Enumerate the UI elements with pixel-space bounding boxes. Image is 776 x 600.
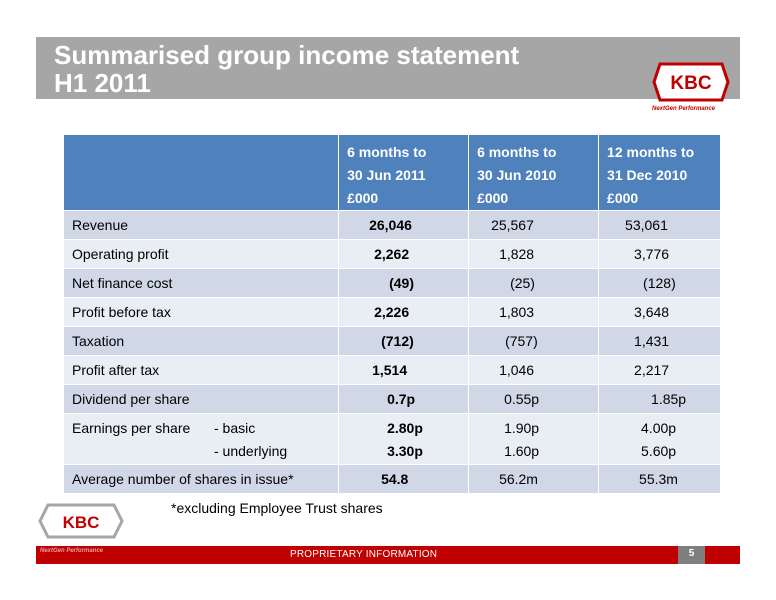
value-h1-2010 bbox=[469, 465, 599, 494]
header-line: 6 months to bbox=[347, 144, 427, 160]
value-text: (757) bbox=[505, 333, 538, 349]
value-h1-2011 bbox=[339, 211, 469, 240]
value-text: 1,828 bbox=[499, 246, 535, 262]
header-line: £000 bbox=[607, 190, 639, 206]
value-h1-2010 bbox=[469, 298, 599, 327]
slide-title-line2: H1 2011 bbox=[54, 68, 151, 98]
row-label: Operating profit bbox=[64, 240, 339, 269]
value-fy-2010 bbox=[599, 327, 721, 356]
eps-basic-label: - basic bbox=[214, 420, 256, 436]
table-row bbox=[64, 327, 721, 356]
table-header-row bbox=[64, 135, 721, 211]
row-label: Dividend per share bbox=[64, 385, 339, 414]
eps-label: Earnings per share bbox=[72, 420, 191, 436]
header-line: 6 months to bbox=[477, 144, 557, 160]
value-text: (128) bbox=[643, 275, 676, 291]
table-row bbox=[64, 211, 721, 240]
value-h1-2011 bbox=[339, 414, 469, 465]
table-row bbox=[64, 240, 721, 269]
header-line: £000 bbox=[477, 190, 509, 206]
header-fy-2010 bbox=[599, 135, 721, 211]
value-text: 25,567 bbox=[491, 217, 534, 233]
header-line: £000 bbox=[347, 190, 379, 206]
value-h1-2010 bbox=[469, 327, 599, 356]
footnote: *excluding Employee Trust shares bbox=[171, 500, 383, 516]
value-fy-2010 bbox=[599, 240, 721, 269]
value-text: 53,061 bbox=[625, 217, 668, 233]
value-text: 26,046 bbox=[369, 217, 412, 233]
page-number: 5 bbox=[688, 548, 695, 559]
row-label: Average number of shares in issue* bbox=[64, 465, 339, 494]
table-row bbox=[64, 269, 721, 298]
value-text: 1,046 bbox=[499, 362, 535, 378]
header-line: 30 Jun 2010 bbox=[477, 167, 557, 183]
eps-basic-value: 1.90p bbox=[504, 420, 540, 436]
header-h1-2010 bbox=[469, 135, 599, 211]
value-text: 3,776 bbox=[634, 246, 670, 262]
kbc-logo bbox=[652, 56, 730, 112]
row-label: Profit before tax bbox=[64, 298, 339, 327]
kbc-logo-footer-text: KBC bbox=[62, 513, 100, 532]
value-text: 55.3m bbox=[639, 471, 678, 487]
eps-label-cell bbox=[64, 414, 339, 465]
footer-proprietary-text: PROPRIETARY INFORMATION bbox=[290, 549, 438, 560]
value-h1-2010 bbox=[469, 385, 599, 414]
header-h1-2011 bbox=[339, 135, 469, 211]
value-h1-2010 bbox=[469, 356, 599, 385]
value-text: 1,514 bbox=[372, 362, 408, 378]
value-text: 2,226 bbox=[374, 304, 410, 320]
value-text: 1.85p bbox=[651, 391, 687, 407]
header-line: 31 Dec 2010 bbox=[607, 167, 688, 183]
value-text: 1,803 bbox=[499, 304, 535, 320]
eps-underlying-value: 5.60p bbox=[641, 443, 677, 459]
header-label-col bbox=[64, 135, 339, 211]
value-h1-2011 bbox=[339, 298, 469, 327]
value-h1-2010 bbox=[469, 414, 599, 465]
logo-tagline: NextGen Performance bbox=[652, 106, 716, 112]
footer-logo-tagline: NextGen Performance bbox=[40, 548, 104, 554]
row-label: Taxation bbox=[64, 327, 339, 356]
value-h1-2011 bbox=[339, 385, 469, 414]
eps-underlying-label: - underlying bbox=[214, 443, 288, 459]
table-row bbox=[64, 465, 721, 494]
header-line: 12 months to bbox=[607, 144, 695, 160]
table-row-eps bbox=[64, 414, 721, 465]
table-row bbox=[64, 298, 721, 327]
value-text: 3,648 bbox=[634, 304, 670, 320]
income-statement-table bbox=[63, 134, 721, 494]
value-text: 0.55p bbox=[504, 391, 540, 407]
value-fy-2010 bbox=[599, 269, 721, 298]
value-h1-2010 bbox=[469, 269, 599, 298]
slide-title bbox=[54, 41, 519, 97]
value-text: (49) bbox=[389, 275, 414, 291]
value-h1-2010 bbox=[469, 240, 599, 269]
row-label: Net finance cost bbox=[64, 269, 339, 298]
value-fy-2010 bbox=[599, 298, 721, 327]
value-h1-2011 bbox=[339, 465, 469, 494]
value-fy-2010 bbox=[599, 414, 721, 465]
table-row bbox=[64, 385, 721, 414]
row-label: Profit after tax bbox=[64, 356, 339, 385]
slide-title-line1: Summarised group income statement bbox=[54, 40, 520, 70]
row-label: Revenue bbox=[64, 211, 339, 240]
value-h1-2011 bbox=[339, 356, 469, 385]
eps-basic-value: 4.00p bbox=[641, 420, 677, 436]
value-text: (25) bbox=[510, 275, 535, 291]
value-text: 0.7p bbox=[387, 391, 416, 407]
table-row bbox=[64, 356, 721, 385]
header-line: 30 Jun 2011 bbox=[347, 167, 426, 183]
value-fy-2010 bbox=[599, 356, 721, 385]
value-text: 54.8 bbox=[381, 471, 409, 487]
kbc-logo-text: KBC bbox=[670, 73, 712, 94]
value-fy-2010 bbox=[599, 465, 721, 494]
value-text: 2,262 bbox=[374, 246, 410, 262]
value-text: (712) bbox=[381, 333, 414, 349]
value-text: 2,217 bbox=[634, 362, 670, 378]
eps-underlying-value: 3.30p bbox=[387, 443, 423, 459]
value-fy-2010 bbox=[599, 211, 721, 240]
value-fy-2010 bbox=[599, 385, 721, 414]
value-h1-2010 bbox=[469, 211, 599, 240]
value-h1-2011 bbox=[339, 269, 469, 298]
value-h1-2011 bbox=[339, 240, 469, 269]
value-text: 1,431 bbox=[634, 333, 670, 349]
value-text: 56.2m bbox=[499, 471, 538, 487]
eps-basic-value: 2.80p bbox=[387, 420, 423, 436]
eps-underlying-value: 1.60p bbox=[504, 443, 540, 459]
value-h1-2011 bbox=[339, 327, 469, 356]
